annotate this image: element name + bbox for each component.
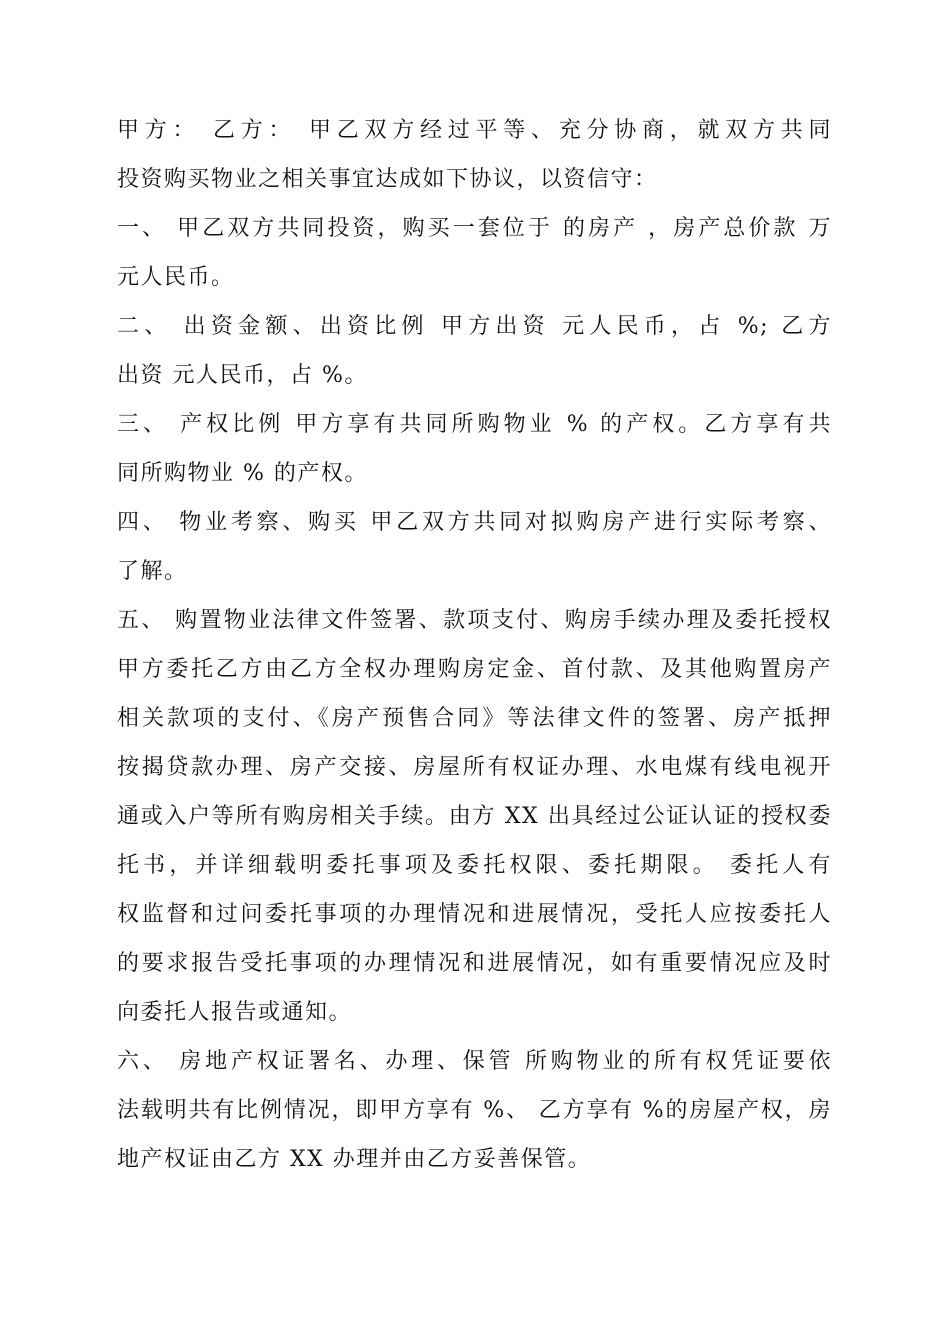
text-line-15: 通或入户等所有购房相关手续。由方 XX 出具经过公证认证的授权委 — [117, 804, 832, 829]
text-line-11: 五、 购置物业法律文件签署、款项支付、购房手续办理及委托授权 — [117, 608, 832, 633]
text-line-14: 按揭贷款办理、房产交接、房屋所有权证办理、水电煤有线电视开 — [117, 755, 832, 780]
text-line-9: 四、 物业考察、购买 甲乙双方共同对拟购房产进行实际考察、 — [117, 510, 832, 535]
text-line-6: 出资 元人民币，占 %。 — [117, 363, 368, 388]
text-line-20: 六、 房地产权证署名、办理、保管 所购物业的所有权凭证要依 — [117, 1049, 832, 1074]
text-line-10: 了解。 — [117, 559, 188, 584]
text-line-17: 权监督和过问委托事项的办理情况和进展情况，受托人应按委托人 — [117, 902, 832, 927]
text-line-13: 相关款项的支付、《房产预售合同》等法律文件的签署、房产抵押 — [117, 706, 832, 731]
text-line-21: 法载明共有比例情况，即甲方享有 %、 乙方享有 %的房屋产权，房 — [117, 1098, 832, 1123]
text-line-2: 投资购买物业之相关事宜达成如下协议，以资信守： — [117, 167, 658, 192]
text-line-8: 同所购物业 % 的产权。 — [117, 461, 368, 486]
document-body — [117, 106, 832, 1184]
text-line-12: 甲方委托乙方由乙方全权办理购房定金、首付款、及其他购置房产 — [117, 657, 832, 682]
text-line-3: 一、 甲乙双方共同投资，购买一套位于 的房产 ，房产总价款 万 — [117, 216, 832, 241]
text-line-22: 地产权证由乙方 XX 办理并由乙方妥善保管。 — [117, 1147, 592, 1172]
text-line-5: 二、 出资金额、出资比例 甲方出资 元人民币，占 %; 乙方 — [117, 314, 832, 339]
text-line-4: 元人民币。 — [117, 265, 235, 290]
text-line-19: 向委托人报告或通知。 — [117, 1000, 353, 1025]
text-line-18: 的要求报告受托事项的办理情况和进展情况，如有重要情况应及时 — [117, 951, 832, 976]
text-line-16: 托书，并详细载明委托事项及委托权限、委托期限。 委托人有 — [117, 853, 832, 878]
text-line-1: 甲方： 乙方： 甲乙双方经过平等、充分协商，就双方共同 — [117, 118, 832, 143]
text-line-7: 三、 产权比例 甲方享有共同所购物业 % 的产权。乙方享有共 — [117, 412, 832, 437]
